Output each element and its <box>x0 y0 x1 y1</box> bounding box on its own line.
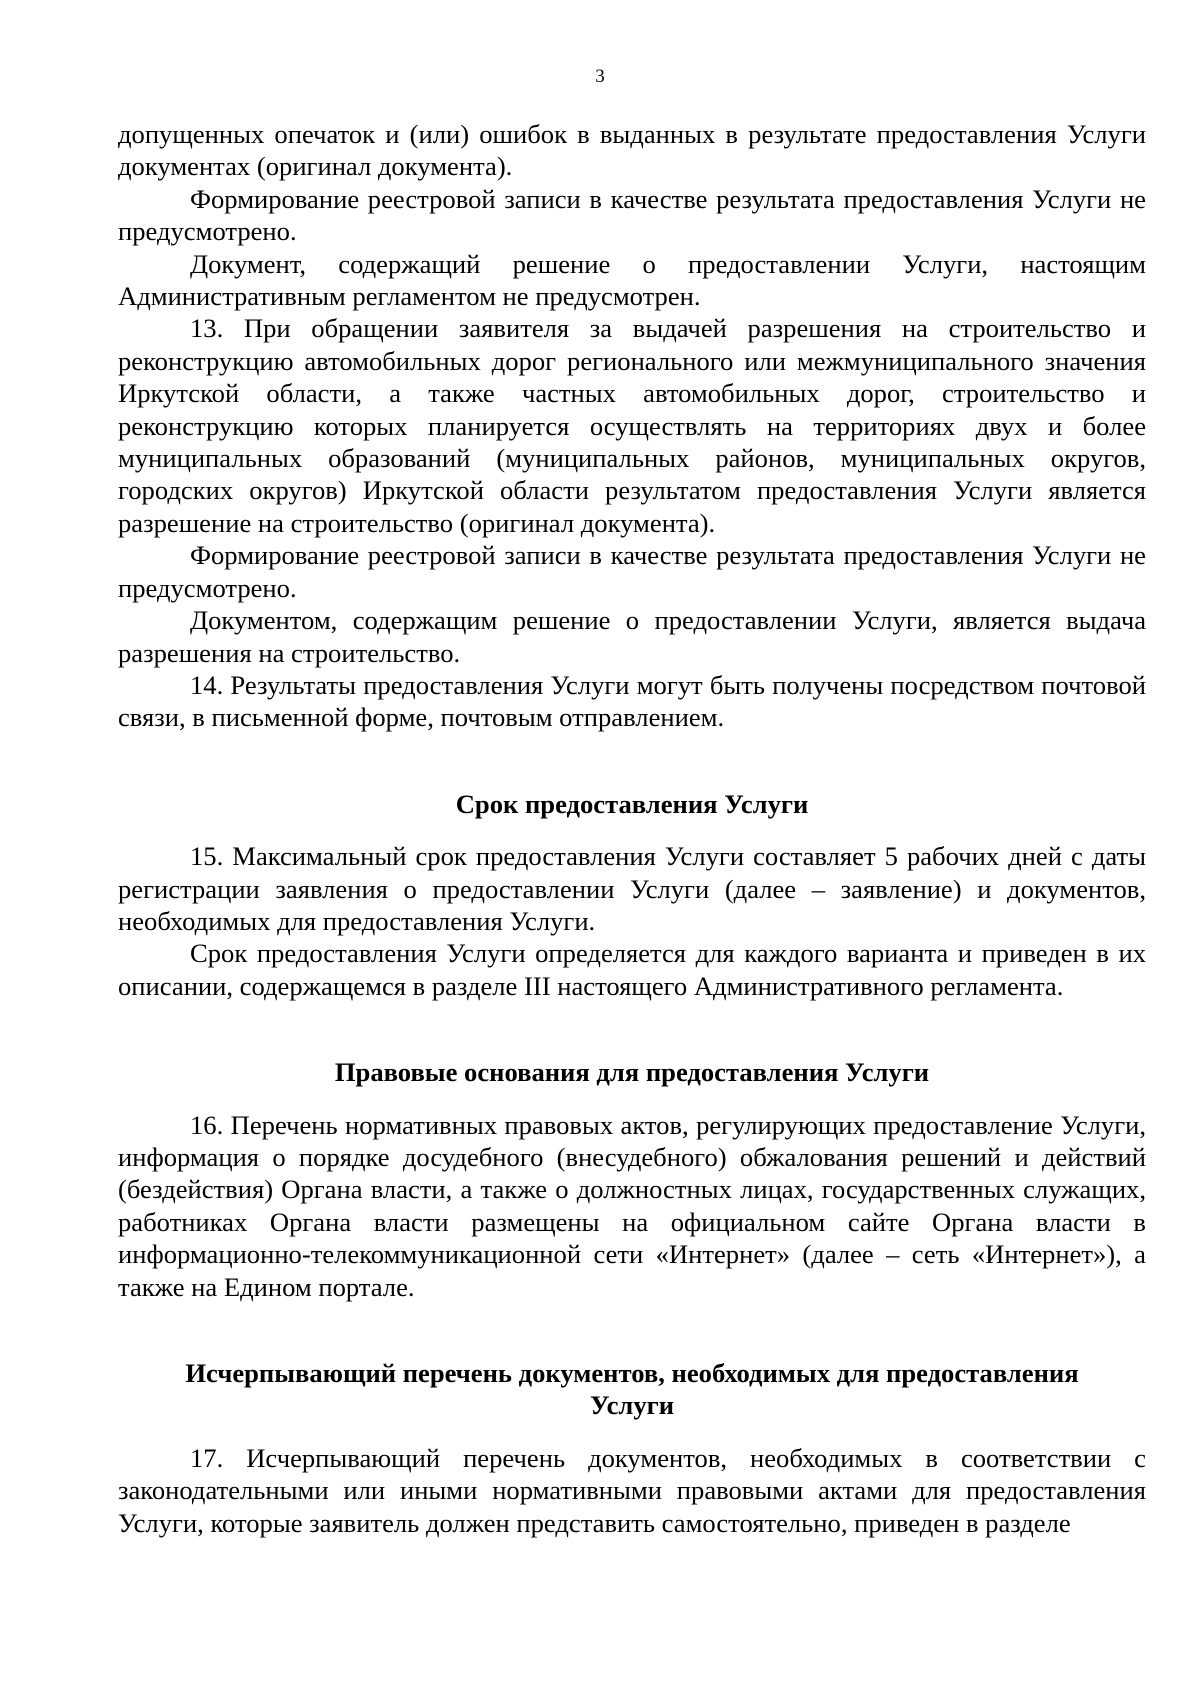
paragraph-item-13: 13. При обращении заявителя за выдачей разрешения на строительство и реконструкцию автомобильных дорог регионального или межмуниципального значения Иркутской области, а также частных автомобильных дорог, строительство и реконструкцию которых планируется осуществлять на территориях двух и более муниципальных образований (муниципальных районов, муниципальных округов, городских округов) Иркутской области результатом предоставления Услуги является разрешение на строительство (оригинал документа). <box>118 313 1146 538</box>
paragraph-result-registry-2: Формирование реестровой записи в качестве результата предоставления Услуги не предусмотрено. <box>118 540 1146 603</box>
paragraph-term-variants: Срок предоставления Услуги определяется для каждого варианта и приведен в их описании, содержащемся в разделе III настоящего Административного регламента. <box>118 938 1146 1001</box>
paragraph-result-registry-1: Формирование реестровой записи в качестве результата предоставления Услуги не предусмотрено. <box>118 183 1146 247</box>
heading-legal-grounds: Правовые основания для предоставления Услуги <box>334 1057 930 1088</box>
heading-service-term: Срок предоставления Услуги <box>455 788 809 819</box>
heading-documents-list <box>118 1357 1146 1422</box>
heading-documents-line-2: Услуги <box>589 1390 675 1421</box>
continuation-paragraph: допущенных опечаток и (или) ошибок в выданных в результате предоставления Услуги документах (оригинал документа). <box>118 119 1146 182</box>
paragraph-item-15: 15. Максимальный срок предоставления Услуги составляет 5 рабочих дней с даты регистрации заявления о предоставлении Услуги (далее – заявление) и документов, необходимых для предоставления Услуги. <box>118 841 1146 936</box>
paragraph-decision-document-1: Документ, содержащий решение о предоставлении Услуги, настоящим Административным регламентом не предусмотрен. <box>118 248 1146 312</box>
document-body <box>118 118 1146 1539</box>
page-number: 3 <box>595 66 605 87</box>
paragraph-item-17: 17. Исчерпывающий перечень документов, необходимых в соответствии с законодательными или иными нормативными правовыми актами для предоставления Услуги, которые заявитель должен представить самостоятельно, приведен в разделе <box>118 1442 1146 1538</box>
paragraph-item-16: 16. Перечень нормативных правовых актов, регулирующих предоставление Услуги, информация о порядке досудебного (внесудебного) обжалования решений и действий (бездействия) Органа власти, а также о должностных лицах, государственных служащих, работниках Органа власти размещены на официальном сайте Органа власти в информационно-телекоммуникационной сети «Интернет» (далее – сеть «Интернет»), а также на Едином портале. <box>118 1109 1146 1302</box>
paragraph-decision-document-2: Документом, содержащим решение о предоставлении Услуги, является выдача разрешения на строительство. <box>118 605 1146 668</box>
heading-documents-line-1: Исчерпывающий перечень документов, необходимых для предоставления <box>185 1358 1079 1388</box>
paragraph-item-14: 14. Результаты предоставления Услуги могут быть получены посредством почтовой связи, в письменной форме, почтовым отправлением. <box>118 669 1146 733</box>
